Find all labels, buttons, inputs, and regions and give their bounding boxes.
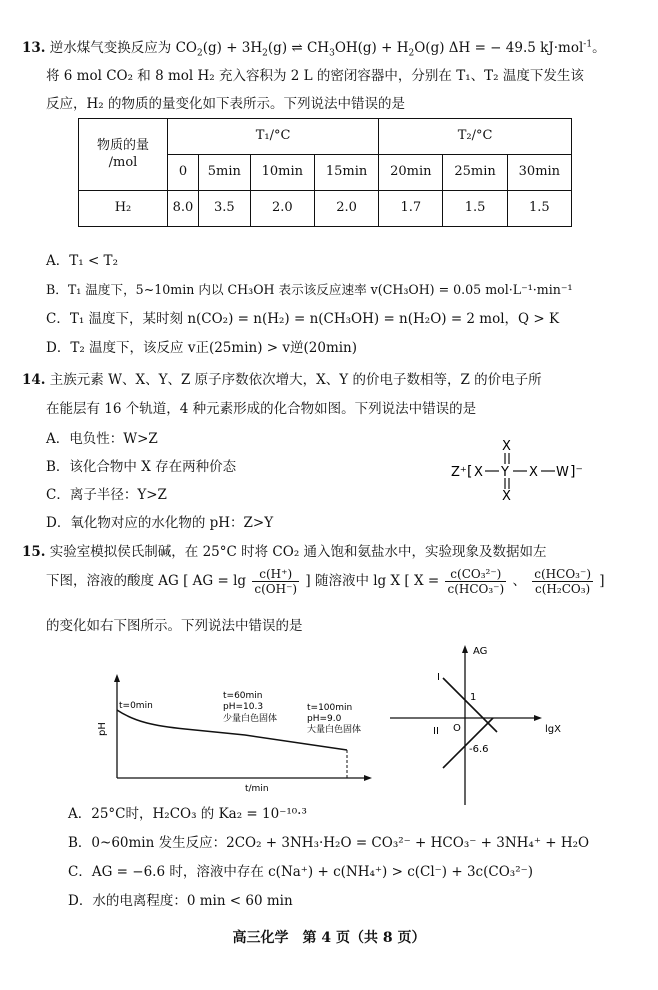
table-header-quantity: 物质的量 /mol — [79, 119, 168, 191]
ag-fraction: $\frac{c(H^+)}{c(OH^-)}$ — [254, 567, 298, 596]
ph-axis-label: pH — [97, 722, 108, 736]
structure-x-right: X — [529, 465, 538, 480]
lgx-axis-label: lgX — [545, 724, 561, 735]
q13-option-d: D．T₂ 温度下，该反应 v正(25min) > v逆(20min) — [46, 340, 358, 356]
q15-line2: 下图，溶液的酸度 AG [ AG = lg $\frac{c(H^+)}{c(OH^-)}$ ] 随溶液中 lg X [ X = $\frac{\text{c(CO₃²⁻)}}{\text{c(HCO₃⁻)}}$ 、 $\frac{\text{c(HCO₃⁻)}}{\text{c(H₂CO₃)}}$ ] — [46, 567, 605, 596]
q15-line3: 的变化如右下图所示。下列说法中错误的是 — [46, 618, 303, 634]
compound-structure — [445, 436, 595, 506]
q13-number: 13. — [22, 40, 46, 56]
q14-option-b: B．该化合物中 X 存在两种价态 — [46, 459, 237, 475]
q14-line1: 14. 主族元素 W、X、Y、Z 原子序数依次增大，X、Y 的价电子数相等，Z 的价电子所 — [22, 372, 542, 388]
q13-line3: 反应，H₂ 的物质的量变化如下表所示。下列说法中错误的是 — [46, 96, 405, 112]
line-ii-label: II — [433, 726, 439, 737]
t60-label-c: 少量白色固体 — [223, 714, 278, 724]
line-i-label: I — [437, 672, 440, 683]
ag-lgx-graph — [385, 640, 575, 810]
x-fraction-2: $\frac{\text{c(HCO₃⁻)}}{\text{c(H₂CO₃)}}$ — [534, 567, 591, 596]
q13-option-a: A．T₁ < T₂ — [46, 253, 118, 269]
structure-bracket-close: ]⁻ — [570, 464, 583, 480]
q15-number: 15. — [22, 544, 46, 560]
time-axis-label: t/min — [245, 784, 269, 794]
q13-option-c: C．T₁ 温度下，某时刻 n(CO₂) = n(H₂) = n(CH₃OH) = n(H₂O) = 2 mol，Q > K — [46, 311, 560, 327]
q14-number: 14. — [22, 372, 46, 388]
structure-bracket-open: [ — [467, 464, 473, 480]
origin-label: O — [453, 723, 461, 734]
t60-label-b: pH=10.3 — [223, 702, 264, 712]
q13-intro: 13. 逆水煤气变换反应为 $CO_2(g) + 3H_2(g)$ ⇌ $CH_3OH(g) + H_2O(g) \Delta H$ = − 49.5 kJ·mol$^{-1}$。 — [22, 39, 606, 59]
structure-w: W — [556, 465, 569, 480]
structure-y-center: Y — [501, 465, 509, 480]
table-row-h2: H₂ 8.0 3.5 2.0 2.0 1.7 1.5 1.5 — [79, 191, 572, 227]
q15-option-a: A．25°C时，H₂CO₃ 的 Ka₂ = 10⁻¹⁰·³ — [68, 806, 307, 822]
line-i — [443, 678, 497, 732]
ag-axis-label: AG — [473, 646, 488, 657]
q13-line2: 将 6 mol CO₂ 和 8 mol H₂ 充入容积为 2 L 的密闭容器中，分别在 T₁、T₂ 温度下发生该 — [46, 68, 584, 84]
structure-cation: Z⁺ — [451, 465, 467, 480]
q14-line2: 在能层有 16 个轨道，4 种元素形成的化合物如图。下列说法中错误的是 — [46, 401, 477, 417]
q15-option-c: C．AG = −6.6 时，溶液中存在 c(Na⁺) + c(NH₄⁺) > c(Cl⁻) + 3c(CO₃²⁻) — [68, 864, 533, 880]
q15-option-d: D．水的电离程度：0 min < 60 min — [68, 893, 293, 909]
q15-line1: 15. 实验室模拟侯氏制碱，在 25°C 时将 CO₂ 通入饱和氨盐水中，实验现象及数据如左 — [22, 544, 547, 560]
q14-option-c: C．离子半径：Y>Z — [46, 487, 167, 503]
table-row-times: 0 5min 10min 15min 20min 25min 30min — [79, 155, 572, 191]
q15-option-b: B．0~60min 发生反应：2CO₂ + 3NH₃·H₂O = CO₃²⁻ + HCO₃⁻ + 3NH₄⁺ + H₂O — [68, 835, 590, 851]
ph-time-graph — [95, 670, 380, 795]
t0-label: t=0min — [119, 701, 153, 711]
q14-option-d: D．氧化物对应的水化物的 pH：Z>Y — [46, 515, 274, 531]
structure-x-left: X — [474, 465, 483, 480]
table-header-t2: T₂/°C — [379, 119, 572, 155]
structure-x-bottom: X — [502, 489, 511, 504]
t60-label-a: t=60min — [223, 691, 263, 701]
x-fraction-1: $\frac{\text{c(CO₃²⁻)}}{\text{c(HCO₃⁻)}}$ — [447, 567, 505, 596]
page-footer: 高三化学 第 4 页（共 8 页） — [232, 930, 426, 946]
line-ii — [443, 718, 493, 768]
h2-data-table — [78, 118, 572, 227]
q13-option-b: B．T₁ 温度下，5~10min 内以 CH₃OH 表示该反应速率 v(CH₃OH) = 0.05 mol·L⁻¹·min⁻¹ — [46, 282, 573, 297]
ag-intercept-1: 1 — [470, 692, 477, 703]
t100-label-a: t=100min — [307, 703, 353, 713]
structure-x-top: X — [502, 439, 511, 454]
t100-label-c: 大量白色固体 — [307, 725, 362, 735]
t100-label-b: pH=9.0 — [307, 714, 342, 724]
q14-option-a: A．电负性：W>Z — [46, 431, 158, 447]
ag-intercept-neg: -6.6 — [469, 744, 489, 755]
table-header-t1: T₁/°C — [168, 119, 379, 155]
